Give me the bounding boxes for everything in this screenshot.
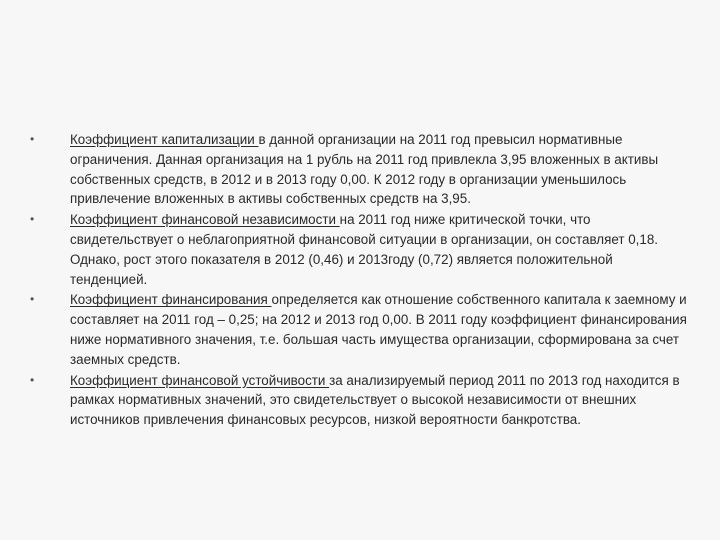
term-capitalization: Коэффициент капитализации — [70, 132, 259, 147]
bullet-dot: • — [30, 292, 35, 307]
bullet-dot: • — [30, 132, 35, 146]
text-stability: за анализируемый период 2011 по 2013 год находится в рамках нормативных значений, это свидетельствует о высокой независимости от внешних источников привлечения финансовых ресурсов, низкой вероятности банкротства. — [70, 372, 680, 428]
text-capitalization: в данной организации на 2011 год превысил нормативные ограничения. Данная организация на 1 рубль на 2011 год привлекла 3,95 вложенных в активы собственных средств, в 2012 и в 2013 году 0,00. К 2012 году в организации уменьшилось привлечение вложенных в активы собственных средств на 3,95. — [70, 132, 659, 207]
bullet-item-capitalization — [30, 130, 690, 209]
term-stability: Коэффициент финансовой устойчивости — [70, 372, 330, 388]
bullet-list — [30, 130, 690, 430]
bullet-dot: • — [30, 372, 35, 387]
text-financing: определяется как отношение собственного капитала к заемному и составляет на 2011 год – 0,25; на 2012 и 2013 год 0,00. В 2011 году коэффициент финансирования ниже нормативного значения, т.е. большая часть имущества организации, сформирована за счет заемных средств. — [70, 292, 687, 367]
bullet-item-financing — [30, 290, 690, 369]
bullet-dot: • — [30, 212, 35, 227]
text-independence: на 2011 год ниже критической точки, что свидетельствует о неблагоприятной финансовой ситуации в организации, он составляет 0,18. Однако, рост этого показателя в 2012 (0,46) и 2013году (0,72) является положительной тенденцией. — [70, 212, 658, 287]
bullet-item-independence — [30, 210, 690, 289]
term-independence: Коэффициент финансовой независимости — [70, 212, 340, 228]
term-financing: Коэффициент финансирования — [70, 292, 272, 308]
bullet-item-stability — [30, 371, 690, 430]
